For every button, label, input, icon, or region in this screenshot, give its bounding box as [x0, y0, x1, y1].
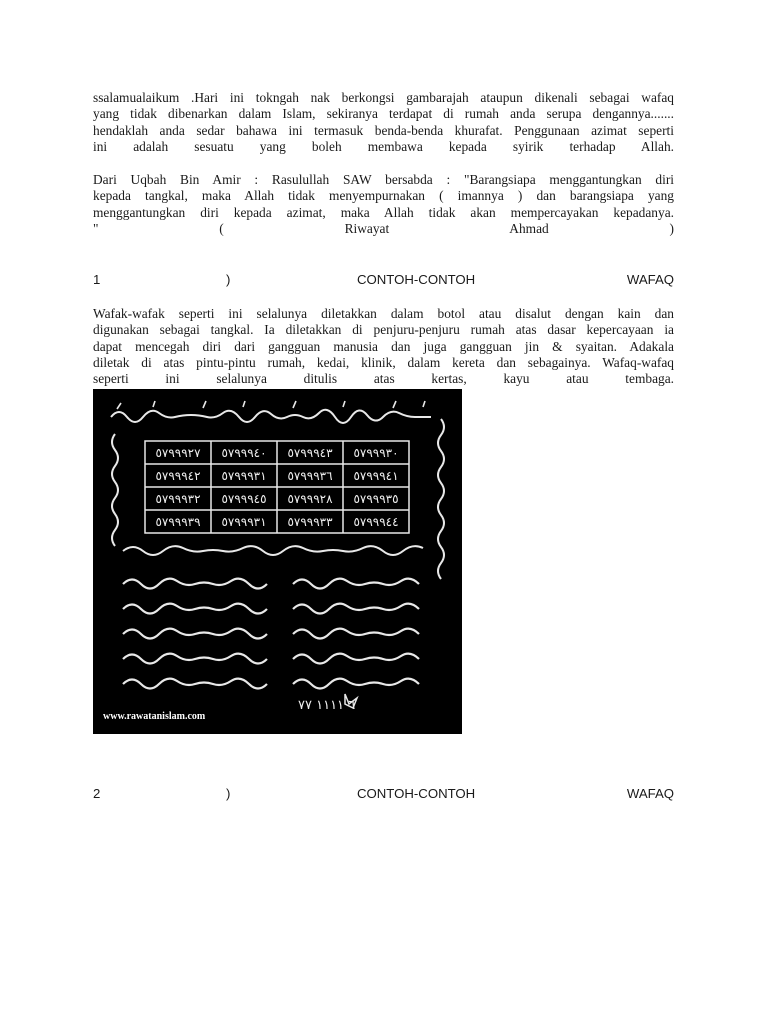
section-paren: ) — [226, 272, 231, 287]
hadith-line: Dari Uqbah Bin Amir : Rasulullah SAW bersabda : "Barangsiapa menggantungkan diri — [93, 172, 674, 187]
section1-line: digunakan sebagai tangkal. Ia diletakkan di penjuru-penjuru rumah atas dasar kepercayaan ia — [93, 322, 674, 338]
hadith-paragraph — [93, 172, 674, 237]
section-paren: ) — [226, 786, 231, 801]
grid-cell: ٥٧٩٩٩٤٢ — [155, 469, 201, 483]
intro-paragraph — [93, 90, 674, 155]
grid-cell: ٥٧٩٩٩٣٣ — [287, 515, 333, 529]
grid-cell: ٥٧٩٩٩٤١ — [353, 469, 399, 483]
section-label: WAFAQ — [626, 786, 674, 801]
grid-cell: ٥٧٩٩٩٣١ — [221, 469, 267, 483]
section1-paragraph — [93, 306, 674, 387]
grid-cell: ٥٧٩٩٩٢٨ — [287, 492, 333, 506]
grid-cell: ٥٧٩٩٩٣٠ — [353, 446, 399, 460]
section-title: CONTOH-CONTOH — [357, 272, 476, 287]
section-heading-2 — [93, 786, 674, 804]
intro-line: hendaklah anda sedar bahawa ini termasuk benda-benda khurafat. Penggunaan azimat seperti — [93, 122, 674, 138]
intro-line: ini adalah sesuatu yang boleh membawa kepada syirik terhadap Allah. — [93, 138, 674, 154]
hadith-line: " ( Riwayat Ahmad ) — [93, 220, 674, 236]
section1-line: dapat mencegah diri dari gangguan manusia dan juga gangguan jin & syaitan. Adakala — [93, 338, 674, 354]
image-watermark: www.rawatanislam.com — [103, 711, 206, 722]
section1-line: seperti ini selalunya ditulis atas kertas, kayu atau tembaga. — [93, 371, 674, 387]
section1-line: Wafak-wafak seperti ini selalunya diletakkan dalam botol atau disalut dengan kain dan — [93, 306, 674, 321]
grid-cell: ٥٧٩٩٩٣٢ — [155, 492, 201, 506]
wafaq-example-image — [93, 389, 462, 734]
section-title: CONTOH-CONTOH — [357, 786, 476, 801]
section-number: 2 — [93, 786, 101, 801]
grid-cell: ٥٧٩٩٩٣٩ — [155, 515, 201, 529]
intro-line: yang tidak dibenarkan dalam Islam, sekiranya terdapat di rumah anda serupa dengannya....... — [93, 106, 674, 122]
hadith-line: kepada tangkal, maka Allah tidak menyempurnakan ( imannya ) dan barangsiapa yang — [93, 188, 674, 204]
section-heading-1 — [93, 272, 674, 290]
section-number: 1 — [93, 272, 101, 287]
grid-cell: ٥٧٩٩٩٣٥ — [353, 492, 399, 506]
intro-line: ssalamualaikum .Hari ini tokngah nak berkongsi gambarajah ataupun dikenali sebagai wafaq — [93, 90, 674, 105]
grid-cell: ٥٧٩٩٩٤٣ — [287, 446, 333, 460]
section1-line: diletak di atas pintu-pintu rumah, kedai, klinik, dalam kereta dan sebagainya. Wafaq-wafaq — [93, 354, 674, 370]
grid-cell: ٥٧٩٩٩٤٠ — [221, 446, 267, 460]
wafaq-drawing — [93, 389, 462, 734]
section-label: WAFAQ — [626, 272, 674, 287]
footer-mark: ٦ ١١١١ ٧٧ — [298, 698, 356, 713]
grid-cell: ٥٧٩٩٩٣١ — [221, 515, 267, 529]
grid-cell: ٥٧٩٩٩٢٧ — [155, 446, 201, 460]
grid-cell: ٥٧٩٩٩٤٤ — [353, 515, 399, 529]
grid-cell: ٥٧٩٩٩٣٦ — [287, 469, 333, 483]
grid-cell: ٥٧٩٩٩٤٥ — [221, 492, 267, 506]
hadith-line: menggantungkan diri kepada azimat, maka Allah tidak akan mempercayakan kepadanya. — [93, 204, 674, 220]
